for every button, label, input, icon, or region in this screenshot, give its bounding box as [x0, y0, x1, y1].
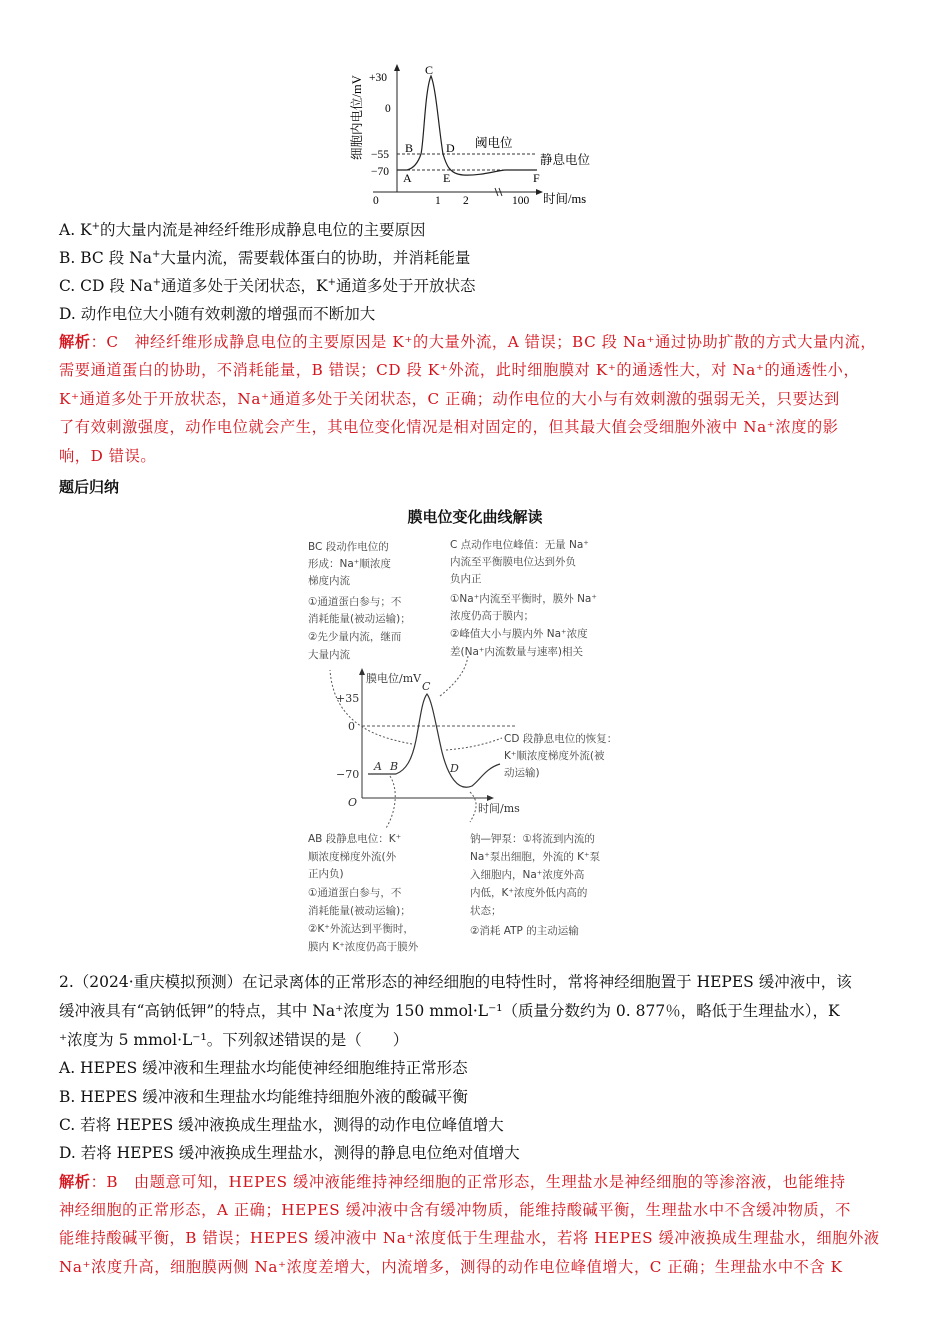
q1-option-a: A. K+的大量内流是神经纤维形成静息电位的主要原因: [59, 220, 426, 239]
q2-option-a: A. HEPES 缓冲液和生理盐水均能使神经细胞维持正常形态: [59, 1059, 468, 1077]
svg-text:①通道蛋白参与，不: ①通道蛋白参与，不: [308, 887, 402, 899]
q2-analysis-line: 神经细胞的正常形态，A 正确；HEPES 缓冲液中含有缓冲物质，能维持酸碱平衡，生理盐水中不含缓冲物质，不: [59, 1201, 851, 1219]
note-bc: [308, 540, 411, 661]
note-cd: [504, 732, 617, 779]
svg-text:Na⁺泵出细胞，外流的 K⁺泵: Na⁺泵出细胞，外流的 K⁺泵: [470, 851, 601, 863]
svg-text:AB 段静息电位：K⁺: AB 段静息电位：K⁺: [308, 833, 402, 845]
y-tick: −70: [371, 166, 389, 178]
svg-text:②消耗 ATP 的主动运输: ②消耗 ATP 的主动运输: [470, 925, 579, 937]
q1-option-d: D. 动作电位大小随有效刺激的增强而不断加大: [59, 305, 376, 323]
q1-option-b: B. BC 段 Na+大量内流，需要载体蛋白的协助，并消耗能量: [59, 248, 471, 267]
q1-analysis-line: 了有效刺激强度，动作电位就会产生，其电位变化情况是相对固定的，但其最大值会受细胞外液中 Na⁺浓度的影: [59, 418, 839, 436]
svg-text:CD 段静息电位的恢复：: CD 段静息电位的恢复：: [504, 733, 618, 745]
arrow-cd: [446, 738, 502, 750]
x-tick: 0: [373, 195, 379, 207]
svg-text:①通道蛋白参与；不: ①通道蛋白参与；不: [308, 596, 402, 608]
svg-text:梯度内流: 梯度内流: [308, 575, 350, 587]
q2-stem-line: 2.（2024·重庆模拟预测）在记录离体的正常形态的神经细胞的电特性时，常将神经细胞置于 HEPES 缓冲液中，该: [59, 973, 852, 991]
q2-analysis-line: 解析：B 由题意可知，HEPES 缓冲液能维持神经细胞的正常形态，生理盐水是神经细胞的等渗溶液，也能维持: [59, 1173, 846, 1191]
x-axis-label: 时间/ms: [543, 192, 587, 206]
svg-text:②先少量内流，继而: ②先少量内流，继而: [308, 631, 402, 643]
y-tick: −70: [336, 768, 360, 781]
svg-text:状态；: 状态；: [470, 905, 502, 917]
y-tick: +35: [336, 692, 360, 705]
svg-text:内流至平衡膜电位达到外负: 内流至平衡膜电位达到外负: [450, 556, 576, 568]
x-axis-label: 时间/ms: [478, 802, 520, 815]
q2-stem-line: 缓冲液具有“高钠低钾”的特点，其中 Na⁺浓度为 150 mmol·L⁻¹（质量分数约为 0. 877％，略低于生理盐水），K: [59, 1002, 840, 1020]
summary-title: 膜电位变化曲线解读: [407, 508, 543, 526]
y-tick: −55: [371, 149, 389, 161]
potential-curve: [368, 694, 500, 787]
svg-text:内低，K⁺浓度外低内高的: 内低，K⁺浓度外低内高的: [470, 887, 588, 899]
svg-text:C 点动作电位峰值：无量 Na⁺: C 点动作电位峰值：无量 Na⁺: [450, 539, 589, 551]
svg-text:入细胞内，Na⁺浓度外高: 入细胞内，Na⁺浓度外高: [470, 869, 585, 881]
point-label: A: [403, 171, 412, 185]
point-label: D: [450, 762, 459, 775]
point-label: B: [405, 141, 414, 155]
threshold-label: 阈电位: [475, 136, 513, 150]
svg-text:K⁺顺浓度梯度外流(被: K⁺顺浓度梯度外流(被: [504, 750, 605, 762]
x-tick: 2: [463, 195, 469, 207]
svg-text:BC 段动作电位的: BC 段动作电位的: [308, 541, 389, 553]
svg-text:消耗能量(被动运输)；: 消耗能量(被动运输)；: [308, 905, 411, 917]
resting-label: 静息电位: [540, 153, 591, 167]
note-ab: [308, 832, 419, 953]
q2-analysis-line: Na⁺浓度升高，细胞膜两侧 Na⁺浓度差增大，内流增多，测得的动作电位峰值增大，C 正确；生理盐水中不含 K: [59, 1258, 843, 1276]
y-axis-label: 膜电位/mV: [366, 672, 422, 685]
y-tick: 0: [385, 103, 391, 115]
point-label: F: [533, 171, 540, 185]
point-label: A: [374, 760, 382, 773]
arrow-ab: [386, 776, 395, 828]
q2-analysis-line: 能维持酸碱平衡，B 错误；HEPES 缓冲液中 Na⁺浓度低于生理盐水，若将 HEPES 缓冲液换成生理盐水，细胞外液: [59, 1229, 880, 1247]
arrow-pump: [470, 792, 476, 822]
x-tick: 100: [512, 195, 530, 207]
svg-text:形成：Na⁺顺浓度: 形成：Na⁺顺浓度: [308, 558, 391, 570]
svg-text:正内负): 正内负): [308, 868, 344, 880]
analysis-label: 解析: [59, 333, 91, 351]
svg-text:大量内流: 大量内流: [308, 649, 350, 661]
q1-analysis-line: K⁺通道多处于开放状态，Na⁺通道多处于关闭状态，C 正确；动作电位的大小与有效刺激的强弱无关，只要达到: [59, 390, 840, 408]
y-tick: +30: [369, 72, 387, 84]
figure-membrane-potential: [290, 530, 660, 960]
svg-text:差(Na⁺内流数量与速率)相关: 差(Na⁺内流数量与速率)相关: [450, 646, 584, 658]
x-tick: 1: [435, 195, 441, 207]
point-label: C: [422, 680, 431, 693]
svg-text:消耗能量(被动运输)；: 消耗能量(被动运输)；: [308, 613, 411, 625]
svg-text:浓度仍高于膜内；: 浓度仍高于膜内；: [450, 610, 534, 622]
q2-option-d: D. 若将 HEPES 缓冲液换成生理盐水，测得的静息电位绝对值增大: [59, 1144, 520, 1162]
y-tick: 0: [348, 720, 355, 733]
y-axis-label: 细胞内电位/mV: [350, 75, 364, 160]
q2-option-b: B. HEPES 缓冲液和生理盐水均能维持细胞外液的酸碱平衡: [59, 1088, 468, 1106]
potential-curve: [397, 76, 537, 175]
q1-analysis-line: 响，D 错误。: [59, 447, 157, 465]
figure-action-potential: [345, 60, 615, 210]
svg-text:②峰值大小与膜内外 Na⁺浓度: ②峰值大小与膜内外 Na⁺浓度: [450, 628, 588, 640]
point-label: C: [425, 63, 434, 77]
note-c: [450, 538, 597, 658]
svg-text:②K⁺外流达到平衡时，: ②K⁺外流达到平衡时，: [308, 923, 414, 935]
origin: O: [348, 796, 358, 809]
svg-text:顺浓度梯度外流(外: 顺浓度梯度外流(外: [308, 851, 397, 863]
q1-option-c: C. CD 段 Na+通道多处于关闭状态，K+通道多处于开放状态: [59, 276, 476, 295]
q1-analysis-line: 解析：C 神经纤维形成静息电位的主要原因是 K⁺的大量外流，A 错误；BC 段 Na⁺通过协助扩散的方式大量内流，: [59, 333, 877, 351]
svg-text:①Na⁺内流至平衡时，膜外 Na⁺: ①Na⁺内流至平衡时，膜外 Na⁺: [450, 593, 597, 605]
arrow-c: [440, 656, 468, 696]
point-label: E: [443, 171, 451, 185]
summary-heading: 题后归纳: [59, 478, 120, 496]
point-label: D: [446, 141, 455, 155]
point-label: B: [390, 760, 399, 773]
svg-text:膜内 K⁺浓度仍高于膜外: 膜内 K⁺浓度仍高于膜外: [308, 941, 419, 953]
q2-option-c: C. 若将 HEPES 缓冲液换成生理盐水，测得的动作电位峰值增大: [59, 1116, 504, 1134]
note-pump: [470, 832, 601, 937]
svg-text:负内正: 负内正: [450, 573, 482, 585]
svg-text:动运输): 动运输): [504, 767, 540, 779]
analysis-label: 解析: [59, 1173, 91, 1191]
svg-text:钠—钾泵：①将流到内流的: 钠—钾泵：①将流到内流的: [470, 833, 595, 845]
q2-stem-line: ⁺浓度为 5 mmol·L⁻¹。下列叙述错误的是（ ）: [59, 1031, 409, 1049]
q1-analysis-line: 需要通道蛋白的协助，不消耗能量，B 错误；CD 段 K⁺外流，此时细胞膜对 K⁺的通透性大，对 Na⁺的通透性小，: [59, 361, 860, 379]
